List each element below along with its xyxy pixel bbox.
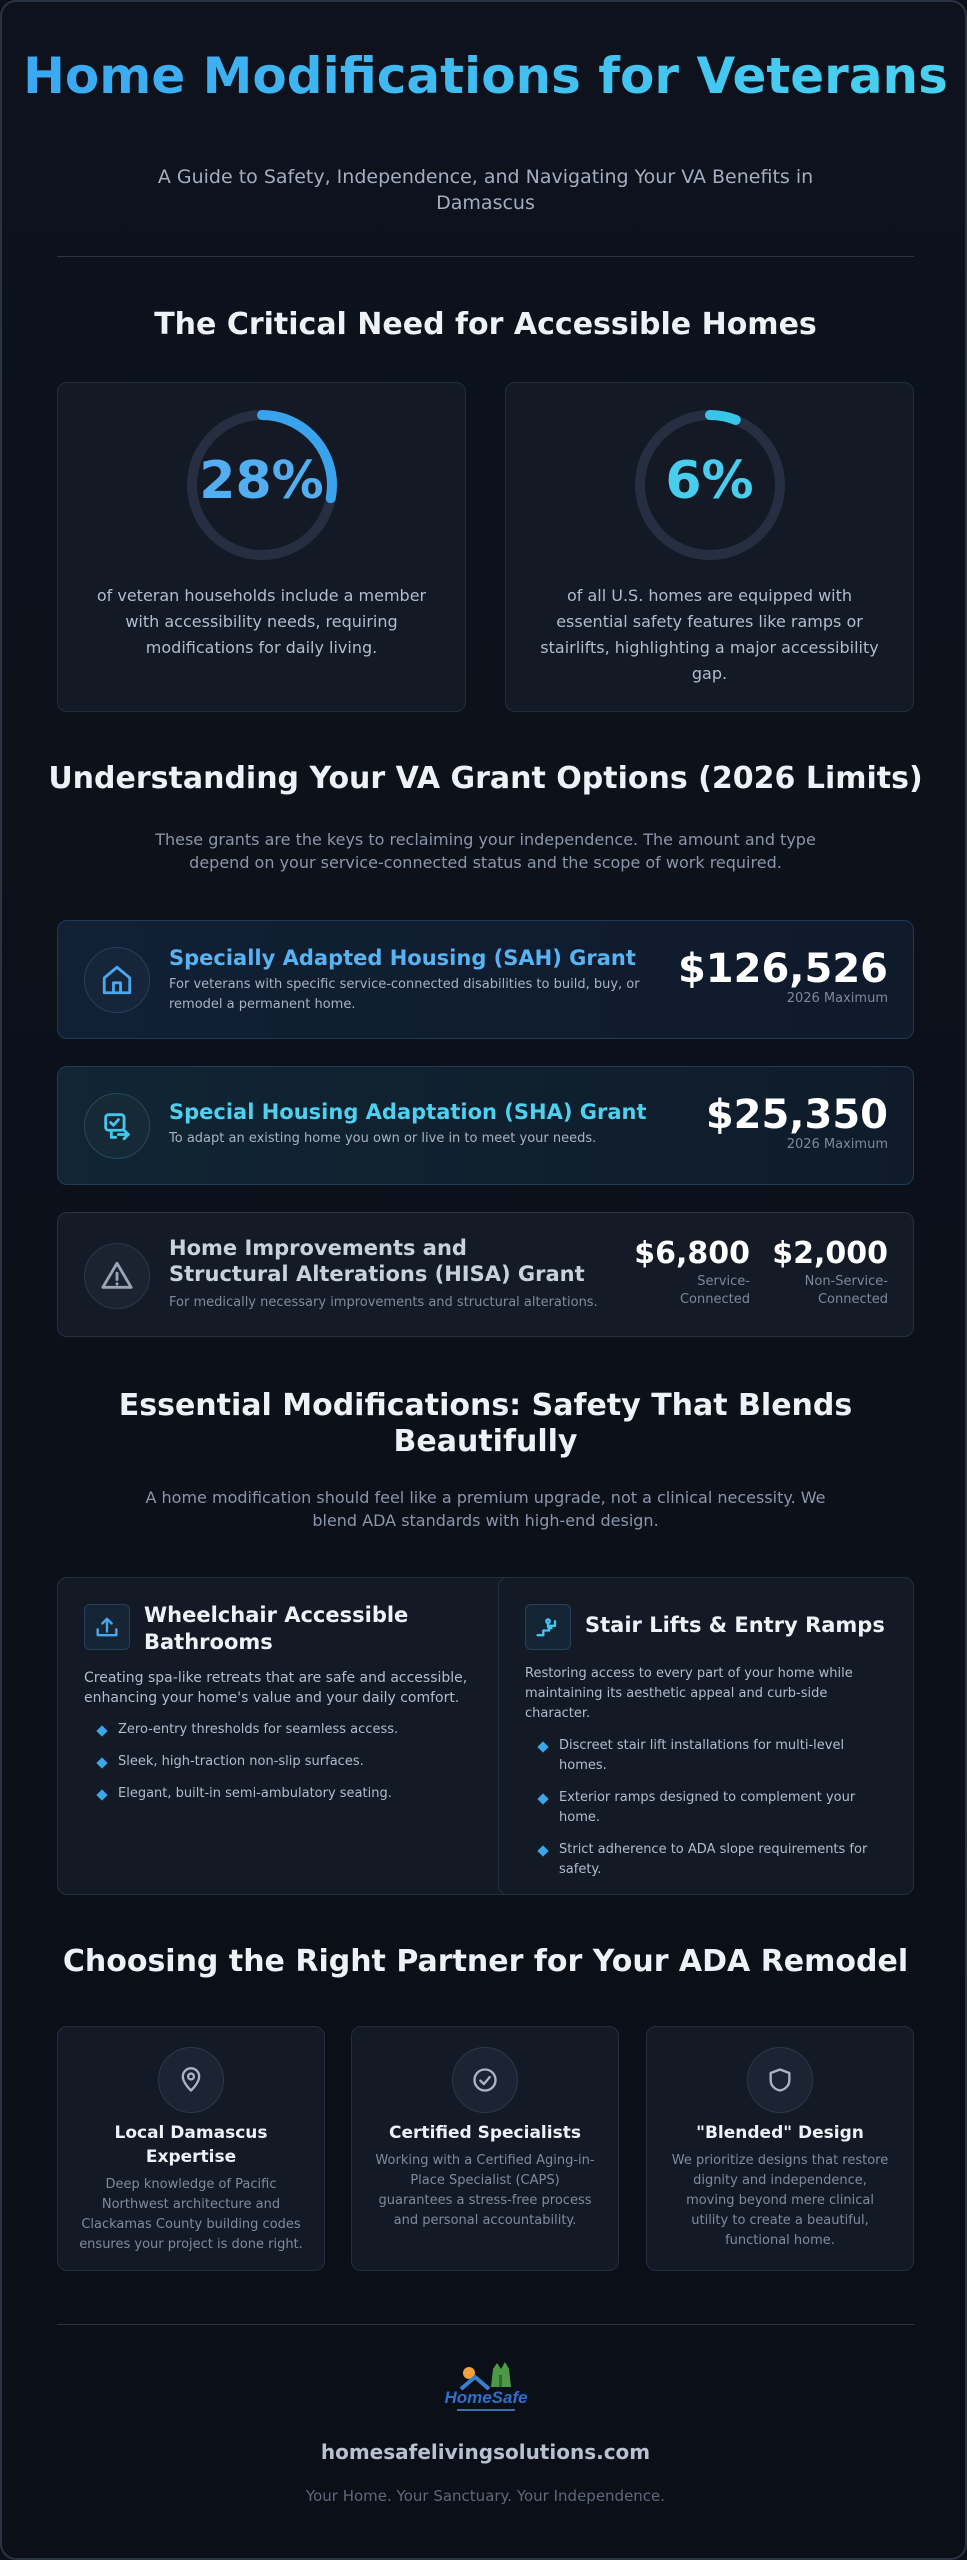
grant-amount-non-service-connected: $2,000 <box>772 1236 888 1271</box>
grant-amount: $25,350 <box>705 1092 888 1138</box>
footer-tagline: Your Home. Your Sanctuary. Your Independence. <box>305 2487 666 2505</box>
shield-icon <box>747 2047 813 2113</box>
grant-cap-label: 2026 Maximum <box>786 991 888 1006</box>
list-item: Exterior ramps designed to complement your home. <box>539 1788 887 1828</box>
feature-card-bathrooms <box>57 1577 518 1895</box>
grant-title: Home Improvements and Structural Alterations (HISA) Grant <box>169 1236 585 1286</box>
partner-description: We prioritize designs that restore dignity and independence, moving beyond mere clinical utility to create a beautiful, functional home. <box>671 2153 889 2248</box>
grant-title: Special Housing Adaptation (SHA) Grant <box>169 1100 647 1124</box>
section-title-need: The Critical Need for Accessible Homes <box>154 307 817 342</box>
stat-card-veteran-households <box>57 382 466 712</box>
grant-description: For veterans with specific service-connected disabilities to build, buy, or remodel a permanent home. <box>169 977 640 1012</box>
list-item: Sleek, high-traction non-slip surfaces. <box>98 1752 491 1772</box>
divider <box>57 2324 914 2325</box>
partner-title: "Blended" Design <box>696 2123 864 2143</box>
partner-card-certified <box>351 2026 619 2271</box>
page-title: Home Modifications for Veterans <box>2 50 967 102</box>
grant-card-sha <box>57 1066 914 1185</box>
stair-lift-icon <box>525 1604 571 1650</box>
divider <box>57 256 914 257</box>
section-title-grants: Understanding Your VA Grant Options (2026 Limits) <box>48 761 923 796</box>
feature-card-stairlifts <box>498 1577 914 1895</box>
grant-amount-service-connected: $6,800 <box>634 1236 750 1271</box>
list-item: Strict adherence to ADA slope requirements for safety. <box>539 1840 887 1880</box>
feature-bullet-list <box>539 1736 887 1892</box>
list-item: Zero-entry thresholds for seamless access. <box>98 1720 491 1740</box>
partner-card-design <box>646 2026 914 2271</box>
check-circle-icon <box>452 2047 518 2113</box>
feature-title: Wheelchair Accessible Bathrooms <box>144 1603 409 1654</box>
feature-description: Restoring access to every part of your home while maintaining its aesthetic appeal and curb-side character. <box>525 1666 853 1721</box>
warning-icon <box>84 1243 150 1309</box>
grant-card-hisa <box>57 1212 914 1337</box>
grant-cap-label: Service- Connected <box>679 1274 750 1307</box>
grant-description: For medically necessary improvements and structural alterations. <box>169 1295 598 1310</box>
grant-cap-label: Non-Service- Connected <box>804 1274 888 1307</box>
home-icon <box>84 947 150 1013</box>
stat-card-us-homes <box>505 382 914 712</box>
accessible-bath-icon <box>84 1604 130 1650</box>
section-title-modifications: Essential Modifications: Safety That Blends Beautifully <box>118 1388 853 1459</box>
partner-description: Deep knowledge of Pacific Northwest architecture and Clackamas County building codes ensures your project is done right. <box>79 2177 303 2252</box>
stat-description: of veteran households include a member with accessibility needs, requiring modifications for daily living. <box>96 586 427 657</box>
stat-value: 28% <box>199 451 324 511</box>
section-title-partner: Choosing the Right Partner for Your ADA Remodel <box>62 1944 909 1979</box>
partner-description: Working with a Certified Aging-in-Place Specialist (CAPS) guarantees a stress-free process and personal accountability. <box>375 2153 595 2228</box>
partner-title: Local Damascus Expertise <box>114 2123 268 2167</box>
location-pin-icon <box>158 2047 224 2113</box>
grant-cap-label: 2026 Maximum <box>786 1137 888 1152</box>
section-intro-grants: These grants are the keys to reclaiming your independence. The amount and type depend on your service-connected status and the scope of work required. <box>155 830 816 872</box>
grant-amount: $126,526 <box>677 946 888 992</box>
list-item: Discreet stair lift installations for multi-level homes. <box>539 1736 887 1776</box>
adaptation-icon <box>84 1093 150 1159</box>
page-subtitle: A Guide to Safety, Independence, and Navigating Your VA Benefits in Damascus <box>157 166 814 214</box>
logo-wordmark: HomeSafe <box>445 2388 527 2407</box>
section-intro-modifications: A home modification should feel like a premium upgrade, not a clinical necessity. We blend ADA standards with high-end design. <box>145 1488 826 1530</box>
stat-value: 6% <box>665 451 754 511</box>
feature-bullet-list <box>98 1720 491 1816</box>
stat-description: of all U.S. homes are equipped with essential safety features like ramps or stairlifts, highlighting a major accessibility gap. <box>540 586 879 683</box>
grant-card-sah <box>57 920 914 1039</box>
grant-description: To adapt an existing home you own or live in to meet your needs. <box>169 1131 597 1146</box>
list-item: Elegant, built-in semi-ambulatory seating. <box>98 1784 491 1804</box>
homesafe-logo <box>445 2359 527 2419</box>
website-link[interactable]: homesafelivingsolutions.com <box>320 2440 651 2464</box>
grant-title: Specially Adapted Housing (SAH) Grant <box>169 946 636 970</box>
partner-card-local <box>57 2026 325 2271</box>
feature-title: Stair Lifts & Entry Ramps <box>585 1613 885 1637</box>
feature-description: Creating spa-like retreats that are safe and accessible, enhancing your home's value and your daily comfort. <box>84 1670 468 1706</box>
partner-title: Certified Specialists <box>389 2123 581 2143</box>
